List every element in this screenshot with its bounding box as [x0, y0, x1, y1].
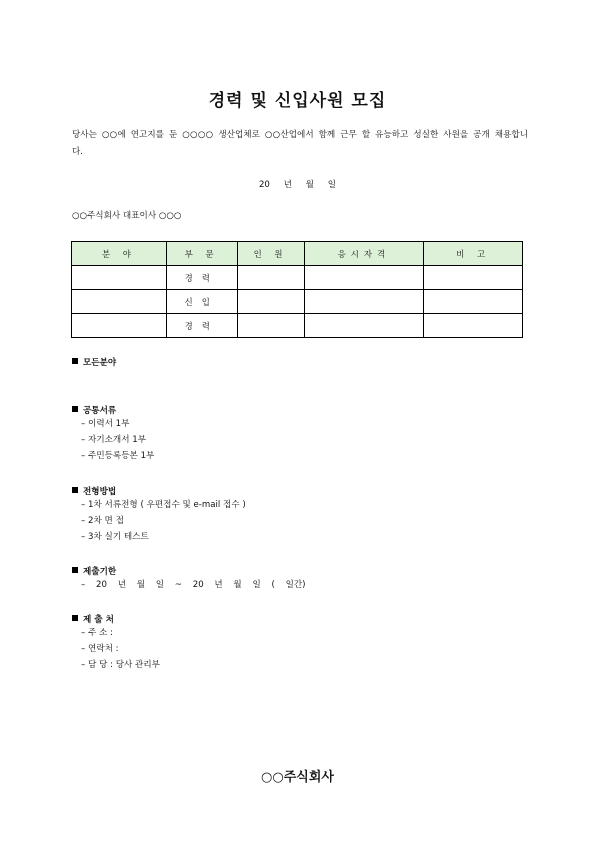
list-item: – 3차 실기 테스트: [81, 532, 149, 542]
bullet-square-icon: [72, 487, 78, 493]
table-header-row: [72, 242, 523, 266]
section-heading: 모든분야: [83, 358, 117, 368]
table-row: [72, 314, 523, 338]
table-cell: [72, 290, 167, 314]
header-headcount: 인 원: [237, 242, 304, 266]
table-cell: [72, 266, 167, 290]
page-title: 경력 및 신입사원 모집: [208, 91, 387, 111]
table-cell: [304, 314, 424, 338]
table-cell: 경력: [166, 314, 237, 338]
table-cell: [424, 290, 523, 314]
header-division: 부 문: [166, 242, 237, 266]
list-item: – 20 년 월 일 ~ 20 년 월 일 ( 일간): [81, 580, 306, 590]
table-cell: [424, 314, 523, 338]
bullet-square-icon: [72, 406, 78, 412]
table-cell: [304, 290, 424, 314]
bullet-square-icon: [72, 358, 78, 364]
list-item: – 1차 서류전형 ( 우편접수 및 e-mail 접수 ): [81, 500, 246, 510]
table-cell: 경력: [166, 266, 237, 290]
list-item: – 담 당 : 당사 관리부: [81, 660, 160, 670]
ceo-line: ○○주식회사 대표이사 ○○○: [72, 211, 182, 221]
list-item: – 연락처 :: [81, 644, 119, 654]
recruitment-table: [71, 241, 523, 338]
bullet-square-icon: [72, 615, 78, 621]
section-heading: 제 출 처: [83, 615, 114, 625]
table-cell: [237, 290, 304, 314]
section-submit: [72, 613, 160, 673]
header-field: 분 야: [72, 242, 167, 266]
company-name: ○○주식회사: [261, 770, 334, 785]
header-remarks: 비 고: [424, 242, 523, 266]
table-cell: [72, 314, 167, 338]
section-heading: 전형방법: [83, 487, 117, 497]
table-cell: [304, 266, 424, 290]
table-cell: [237, 266, 304, 290]
bullet-square-icon: [72, 567, 78, 573]
header-qualification: 응시자격: [304, 242, 424, 266]
table-cell: [424, 266, 523, 290]
table-cell: 신입: [166, 290, 237, 314]
list-item: – 주민등록등본 1부: [81, 451, 155, 461]
list-item: – 2차 면 접: [81, 516, 124, 526]
section-documents: [72, 404, 154, 464]
list-item: – 이력서 1부: [81, 419, 130, 429]
list-item: – 자기소개서 1부: [81, 435, 147, 445]
table-cell: [237, 314, 304, 338]
table-row: [72, 266, 523, 290]
section-heading: 공통서류: [83, 406, 117, 416]
date-line: 20 년 월 일: [258, 180, 337, 190]
intro-paragraph: 당사는 ○○에 연고지를 둔 ○○○○ 생산업체로 ○○산업에서 함께 근무 할 유능하고 성실한 사원을 공개 채용합니다.: [72, 130, 528, 157]
section-process: [72, 485, 246, 545]
section-heading: 제출기한: [83, 567, 117, 577]
table-row: [72, 290, 523, 314]
section-fields: [72, 356, 116, 368]
list-item: – 주 소 :: [81, 628, 113, 638]
section-deadline: [72, 565, 306, 593]
